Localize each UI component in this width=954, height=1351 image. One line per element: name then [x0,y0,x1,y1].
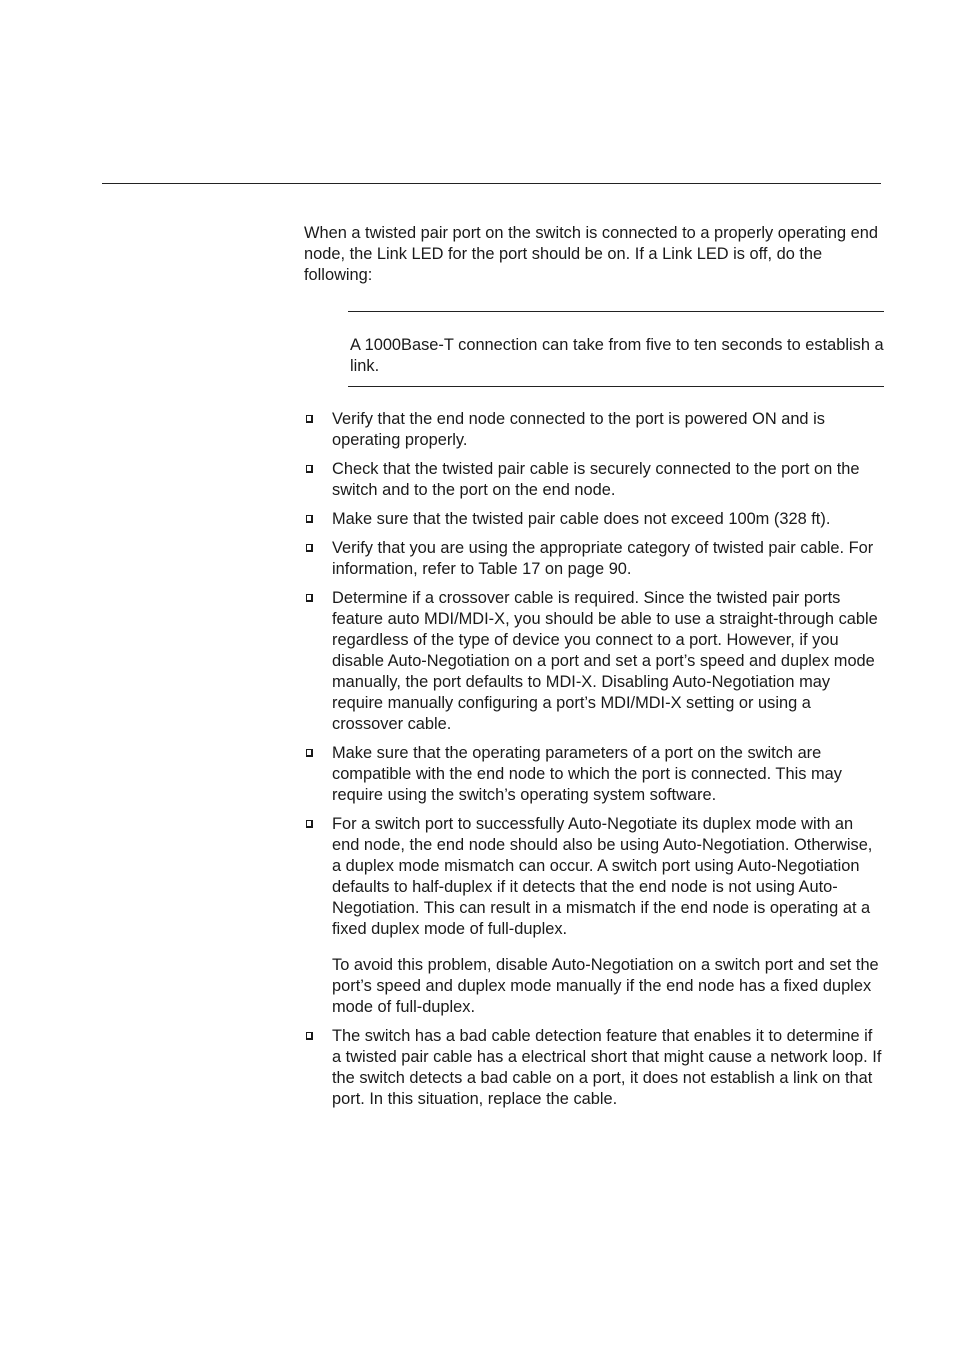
list-item [304,538,884,580]
page-content [304,223,884,1118]
troubleshooting-list [304,409,884,1110]
list-item-text: Check that the twisted pair cable is securely connected to the port on the switch and to the port on the end node. [332,460,860,499]
list-item-text: Determine if a crossover cable is required. Since the twisted pair ports feature auto MDI/MDI-X, you should be able to use a straight-through cable regardless of the type of device you connect to a port. However, if you disable Auto-Negotiation on a port and set a port’s speed and duplex mode manually, the port defaults to MDI-X. Disabling Auto-Negotiation may require manually configuring a port’s MDI/MDI-X setting or using a crossover cable. [332,589,878,733]
list-item [304,509,884,530]
checkbox-bullet-icon [306,515,313,523]
checkbox-bullet-icon [306,820,313,828]
list-item-text: Make sure that the twisted pair cable does not exceed 100m (328 ft). [332,510,831,528]
note-box [348,311,884,387]
list-item [304,743,884,806]
list-item-text: Verify that you are using the appropriate category of twisted pair cable. For information, refer to Table 17 on page 90. [332,539,874,578]
intro-paragraph: When a twisted pair port on the switch is connected to a properly operating end node, the Link LED for the port should be on. If a Link LED is off, do the following: [304,224,879,284]
list-item-text: Verify that the end node connected to the port is powered ON and is operating properly. [332,410,825,449]
checkbox-bullet-icon [306,594,313,602]
list-item-text: Make sure that the operating parameters of a port on the switch are compatible with the end node to which the port is connected. This may require using the switch’s operating system software. [332,744,842,804]
checkbox-bullet-icon [306,749,313,757]
list-item [304,1026,884,1110]
header-rule [102,183,881,184]
list-item-text: The switch has a bad cable detection feature that enables it to determine if a twisted pair cable has a electrical short that might cause a network loop. If the switch detects a bad cable on a port, it does not establish a link on that port. In this situation, replace the cable. [332,1027,882,1108]
list-item [304,588,884,735]
checkbox-bullet-icon [306,465,313,473]
list-item [304,459,884,501]
list-item-text: For a switch port to successfully Auto-Negotiate its duplex mode with an end node, the end node should also be using Auto-Negotiation. Otherwise, a duplex mode mismatch can occur. A switch port using Auto-Negotiation defaults to half-duplex if it detects that the end node is not using Auto-Negotiation. This can result in a mismatch if the end node is operating at a fixed duplex mode of full-duplex. [332,815,873,938]
checkbox-bullet-icon [306,1032,313,1040]
note-text: A 1000Base-T connection can take from five to ten seconds to establish a link. [350,336,884,375]
checkbox-bullet-icon [306,415,313,423]
list-item [304,814,884,1018]
list-item [304,409,884,451]
list-item-text: To avoid this problem, disable Auto-Negotiation on a switch port and set the port’s speed and duplex mode manually if the end node has a fixed duplex mode of full-duplex. [332,956,879,1016]
checkbox-bullet-icon [306,544,313,552]
